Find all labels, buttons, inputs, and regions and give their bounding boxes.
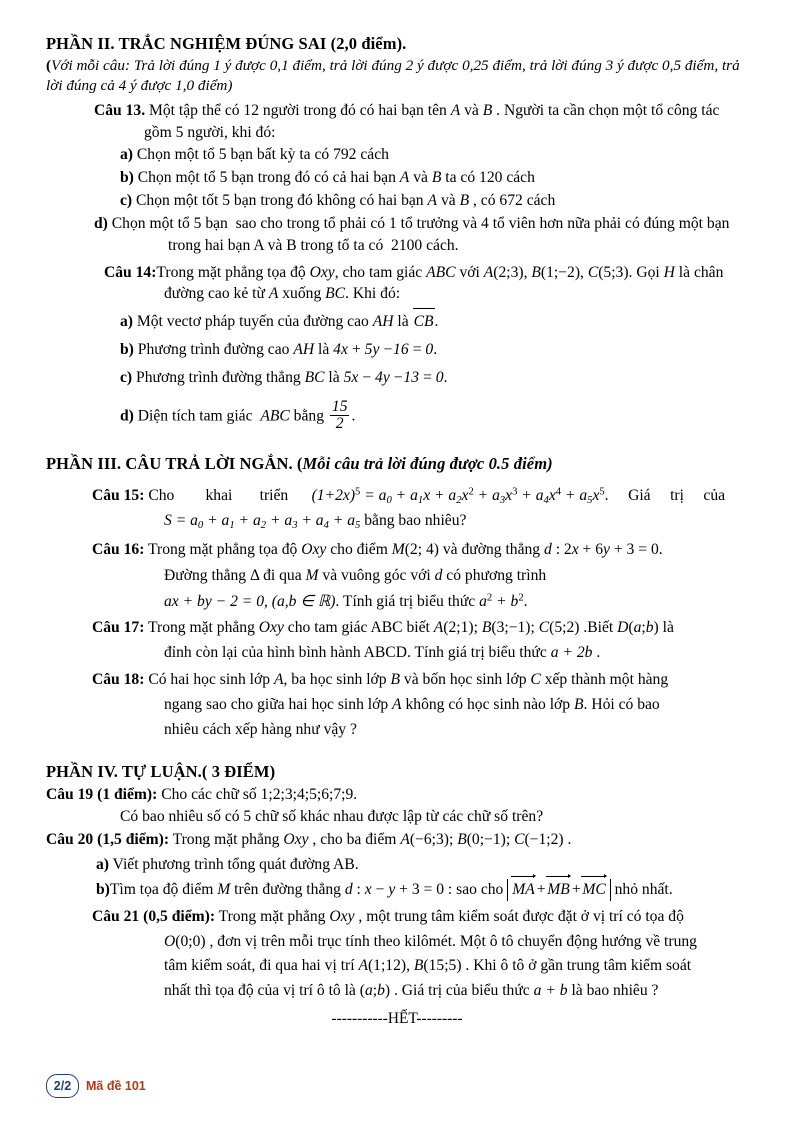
question-20: Câu 20 (1,5 điểm): Trong mặt phẳng Oxy , cho ba điểm A(−6;3); B(0;−1); C(−1;2) .	[46, 831, 572, 849]
part2-note-text: Với mỗi câu: Trả lời đúng 1 ý được 0,1 điểm, trả lời đúng 2 ý được 0,25 điểm, trả lời đúng 3 ý được 0,5 điểm, trả lời đúng cả 4 ý được 1,0 điểm)	[46, 57, 740, 95]
spacer	[46, 434, 748, 454]
question-21-line4: nhất thì tọa độ của vị trí ô tô là (a;b) . Giá trị của biểu thức a + b là bao nhiêu ?	[164, 982, 659, 1000]
end-line: -----------HẾT---------	[331, 1010, 463, 1028]
question-13-label: Câu 13.	[94, 101, 146, 119]
question-19	[46, 784, 748, 806]
question-17-label: Câu 17:	[92, 619, 145, 637]
question-13-option-b: b) Chọn một tổ 5 bạn trong đó có cả hai bạn A và B ta có 120 cách	[120, 169, 535, 187]
question-19-stem: Cho các chữ số 1;2;3;4;5;6;7;9.	[161, 785, 358, 803]
question-15: Câu 15: Cho khai triển $(1+2x)^5 = a_0 + a_1x + a_2x^2 + a_3x^3 + a_4x^4 + a_5x^5$. Giá trị của	[92, 487, 726, 507]
question-14-option-a: a) Một vectơ pháp tuyến của đường cao AH là CB.	[46, 311, 748, 333]
fraction-15-2: $\frac{15}{2}$	[331, 397, 348, 433]
spacer	[46, 476, 748, 485]
question-14: Câu 14:Trong mặt phẳng tọa độ Oxy, cho tam giác ABC với A(2;3), B(1;−2), C(5;3). Gọi H là chân đường cao kẻ từ A xuống BC. Khi đó:	[104, 263, 724, 303]
question-16: Câu 16: Trong mặt phẳng tọa độ Oxy cho điểm M(2; 4) và đường thẳng d : 2x + 6y + 3 = 0.	[92, 540, 663, 558]
page-number-badge: 2/2	[46, 1074, 79, 1098]
part4-title: PHẦN IV. TỰ LUẬN.( 3 ĐIỂM)	[46, 761, 276, 781]
question-19-line2: Có bao nhiêu số có 5 chữ số khác nhau được lập từ các chữ số trên?	[120, 808, 544, 826]
option-key: a)	[96, 856, 109, 874]
option-key: b)	[96, 880, 110, 898]
part3-title-bold: PHẦN III. CÂU TRẢ LỜI NGẮN. (	[46, 454, 303, 474]
part2-note-paren: (	[46, 57, 52, 74]
question-16-line3: ax + by − 2 = 0, (a,b ∈ ℝ). Tính giá trị biểu thức $a^2 + b^2$.	[164, 592, 528, 610]
question-19-label: Câu 19 (1 điểm):	[46, 785, 158, 803]
magnitude-expression: MA+MB+MC	[507, 879, 610, 901]
part3-title-italic: Mỗi câu trả lời đúng được 0.5 điểm)	[302, 454, 553, 474]
exam-code: Mã đề 101	[86, 1079, 146, 1093]
option-key: c)	[120, 368, 133, 386]
page-footer	[46, 1074, 146, 1098]
question-20-label: Câu 20 (1,5 điểm):	[46, 831, 170, 849]
question-17-line2: đỉnh còn lại của hình bình hành ABCD. Tính giá trị biểu thức a + 2b .	[164, 644, 601, 662]
question-13-option-c: c) Chọn một tốt 5 bạn trong đó không có hai bạn A và B , có 672 cách	[120, 192, 556, 210]
question-21-line2: O(0;0) , đơn vị trên mỗi trục tính theo kilômét. Một ô tô chuyển động hướng về trung	[164, 932, 697, 950]
question-15-line2: $S = a_0 + a_1 + a_2 + a_3 + a_4 + a_5$ bằng bao nhiêu?	[164, 512, 467, 532]
spacer	[46, 742, 748, 762]
option-key: a)	[120, 313, 133, 331]
question-21-line3: tâm kiểm soát, đi qua hai vị trí A(1;12), B(15;5) . Khi ô tô ở gần trung tâm kiểm soát	[164, 957, 692, 975]
question-14-label: Câu 14:	[104, 263, 157, 281]
option-key: d)	[120, 407, 134, 425]
question-14-option-c: c) Phương trình đường thẳng BC là 5x − 4y −13 = 0.	[120, 368, 448, 386]
option-key: b)	[120, 341, 134, 358]
part3-title	[46, 454, 748, 474]
question-18-label: Câu 18:	[92, 671, 145, 689]
part2-note	[46, 56, 748, 97]
question-20-item-b: b)Tìm tọa độ điểm M trên đường thẳng d : x − y + 3 = 0 : sao cho MA+MB+MC nhỏ nhất.	[46, 879, 748, 901]
question-15-label: Câu 15:	[92, 487, 145, 505]
question-21-label: Câu 21 (0,5 điểm):	[92, 907, 216, 925]
option-key: a)	[120, 146, 133, 164]
part2-title: PHẦN II. TRẮC NGHIỆM ĐÚNG SAI (2,0 điểm).	[46, 34, 407, 53]
option-key: b)	[120, 169, 134, 187]
question-14-option-d: d) Diện tích tam giác ABC bằng $\frac{15}{2}$ .	[120, 397, 356, 433]
option-key: c)	[120, 192, 133, 210]
question-18-line3: nhiêu cách xếp hàng như vậy ?	[164, 720, 357, 738]
question-17: Câu 17: Trong mặt phẳng Oxy cho tam giác ABC biết A(2;1); B(3;−1); C(5;2) .Biết D(a;b) là	[92, 619, 674, 637]
option-key: d)	[94, 214, 108, 232]
question-16-label: Câu 16:	[92, 540, 145, 558]
question-13-option-d: d) Chọn một tổ 5 bạn sao cho trong tổ phải có 1 tổ trưởng và 4 tổ viên hơn nữa phải có đúng một bạn trong hai bạn A và B trong tổ ta có 2100 cách.	[94, 214, 730, 254]
question-13-option-a: a) Chọn một tổ 5 bạn bất kỳ ta có 792 cách	[120, 146, 389, 164]
question-20-item-a: a) Viết phương trình tổng quát đường AB.	[96, 856, 359, 874]
question-14-option-b: b) Phương trình đường cao AH là 4x + 5y −16 = 0.	[120, 341, 438, 358]
question-18: Câu 18: Có hai học sinh lớp A, ba học sinh lớp B và bốn học sinh lớp C xếp thành một hàng	[92, 671, 669, 689]
question-18-line2: ngang sao cho giữa hai học sinh lớp A không có học sinh nào lớp B. Hỏi có bao	[164, 695, 660, 713]
question-16-line2: Đường thẳng Δ đi qua M và vuông góc với d có phương trình	[164, 566, 547, 584]
question-21: Câu 21 (0,5 điểm): Trong mặt phẳng Oxy , một trung tâm kiểm soát được đặt ở vị trí có tọa độ	[92, 907, 684, 925]
question-13: Câu 13. Một tập thể có 12 người trong đó có hai bạn tên A và B . Người ta cần chọn một tổ công tác gồm 5 người, khi đó:	[94, 101, 720, 141]
